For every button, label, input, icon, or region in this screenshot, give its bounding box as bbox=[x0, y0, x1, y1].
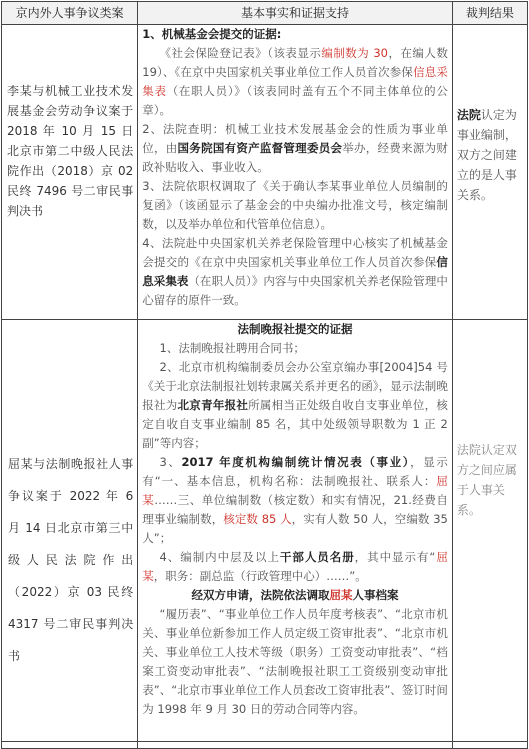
result-cell bbox=[452, 25, 527, 320]
evidence-item: 2、北京市机构编制委员会办公室京编办事[2004]54 号《关于北京法制报社划转隶属关系并更名的函》，显示法制晚报社为北京青年报社所属相当正处级自收自支事业单位，核定自收自支事业编制 85 名，其中处级领导职数为 1 正 2 副”等内容； bbox=[142, 360, 448, 450]
evidence-item: 3、法院依职权调取了《关于确认李某事业单位人员编制的复函》（该函显示了基金会的中央编办批准文号，核定编制数，以及举办单位和代管单位信息）。 bbox=[142, 179, 448, 231]
result-cell bbox=[452, 320, 527, 742]
evidence-heading: 1、机械基金会提交的证据: bbox=[142, 27, 282, 41]
evidence-item: “履历表”、“事业单位工作人员年度考核表”、“北京市机关、事业单位新参加工作人员定级工资审批表”、“北京市机关、事业单位工人技术等级（职务）工资变动审批表”、“档案工资变动审批表”、“法制晚报社职工工资级别变动审批表”、“北京市事业单位工作人员套改工资审批表”、签订时间为 1998 年 9 月 30 日的劳动合同等内容。 bbox=[142, 607, 448, 716]
case-cell bbox=[2, 320, 138, 742]
result-text: 法院认定双方之间应属于人事关系。 bbox=[456, 443, 517, 517]
header-row bbox=[2, 2, 528, 25]
evidence-item: 4、编制内中层及以上干部人员名册，其中显示有“屈某，职务：副总监（行政管理中心）……”。 bbox=[142, 550, 448, 583]
case-cell bbox=[2, 25, 138, 320]
header-facts: 基本事实和证据支持 bbox=[138, 2, 453, 25]
evidence-item: 4、法院赴中央国家机关养老保险管理中心核实了机械基金会提交的《在京中央国家机关事业单位工作人员首次参保信息采集表（在职人员）》内容与中央国家机关养老保险管理中心留存的原件一致。 bbox=[142, 236, 448, 307]
evidence-cell bbox=[138, 320, 453, 742]
table-row bbox=[2, 25, 528, 320]
result-text: 法院认定为事业编制，双方之间建立的是人事关系。 bbox=[456, 108, 517, 202]
case-description: 李某与机械工业技术发展基金会劳动争议案于 2018 年 10 月 15 日北京市第二中级人民法院作出（2018）京 02 民终 7496 号二审民事判决书 bbox=[7, 84, 134, 218]
header-result: 裁判结果 bbox=[452, 2, 527, 25]
evidence-item: 《社会保险登记表》（该表显示编制数为 30，在编人数 19）、《在京中央国家机关事业单位工作人员首次参保信息采集表（在职人员）》（该表同时盖有五个不同主体单位的公章）。 bbox=[142, 46, 448, 117]
evidence-heading: 法制晚报社提交的证据 bbox=[237, 322, 353, 336]
case-table bbox=[1, 1, 528, 749]
case-description: 屈某与法制晚报社人事争议案于 2022 年 6 月 14 日北京市第三中级人民法院作出（2022）京 03 民终 4317 号二审民事判决书 bbox=[8, 457, 134, 663]
evidence-item: 3、2017 年度机构编制统计情况表（事业），显示有“一、基本信息，机构名称：法制晚报社、联系人：屈某……三、单位编制数（核定数）和实有情况，21.经费自理事业编制数，核定数 85 人，实有人数 50 人，空编数 35 人”； bbox=[142, 455, 448, 545]
evidence-cell bbox=[138, 25, 453, 320]
evidence-item: 1、法制晚报社聘用合同书； bbox=[159, 341, 305, 355]
header-cases: 京内外人事争议类案 bbox=[2, 2, 138, 25]
empty-cell bbox=[452, 742, 527, 749]
table-row bbox=[2, 320, 528, 742]
table-row bbox=[2, 742, 528, 749]
evidence-subheading: 经双方申请，法院依法调取屈某人事档案 bbox=[191, 588, 399, 602]
evidence-item: 2、法院查明：机械工业技术发展基金会的性质为事业单位，由国务院国有资产监督管理委员会举办，经费来源为财政补贴收入、事业收入。 bbox=[142, 122, 448, 174]
empty-cell bbox=[2, 742, 138, 749]
empty-cell bbox=[138, 742, 453, 749]
